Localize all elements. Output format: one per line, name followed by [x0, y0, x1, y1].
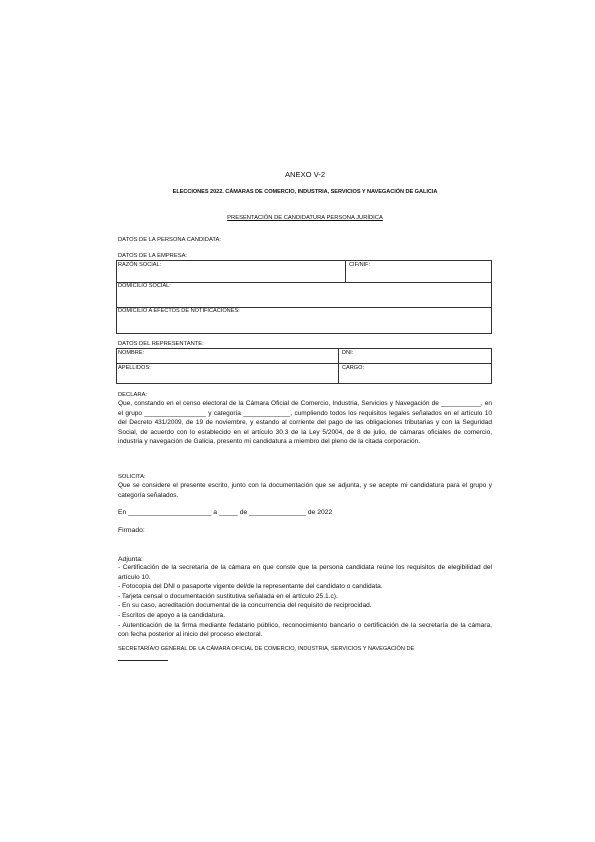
- footer-addressee: SECRETARÍA/O GENERAL DE LA CÁMARA OFICIAL DE COMERCIO, INDUSTRIA, SERVICIOS Y NAVEGACIÓN DE: [118, 646, 415, 652]
- cif-field[interactable]: CIF/NIF:: [349, 262, 371, 268]
- solicita-title: SOLICITA:: [118, 474, 146, 480]
- adjunta-list: [118, 563, 492, 640]
- presentation-heading: [118, 215, 492, 221]
- domicilio-social-field[interactable]: DOMICILIO SOCIAL:: [118, 283, 171, 289]
- declara-text: Que, constando en el censo electoral de la Cámara Oficial de Comercio, Industria, Servicios y Navegación de ___________, en el grupo _________________ y categoría _____________, cumpliendo todos los requisitos legales señalados en el artículo 10 del Decreto 431/2009, de 19 de noviembre, y estando al corriente del pago de las obligaciones tributarias y con la Seguridad Social, de acuerdo con lo establecido en el artículo 30.3 de la Ley 5/2004, de 8 de julio, de cámaras oficiales de comercio, industria y navegación de Galicia, presento mi candidatura a miembro del pleno de la citada corporación.: [118, 400, 492, 446]
- apellidos-field[interactable]: APELLIDOS:: [118, 365, 151, 371]
- list-item: - Escritos de apoyo a la candidatura.: [118, 611, 226, 619]
- list-item: - En su caso, acreditación documental de la concurrencia del requisito de reciprocidad.: [118, 602, 372, 610]
- declara-title: DECLARA:: [118, 392, 147, 398]
- place-date-line[interactable]: En ______________________ a _____ de _______________ de 2022: [118, 509, 333, 516]
- table-divider: [117, 282, 491, 283]
- footer-blank-line: [118, 660, 168, 661]
- list-item: - Autenticación de la firma mediante fedatario público, reconocimiento bancario o certificación de la secretaría de la cámara, con fecha posterior al inicio del proceso electoral.: [118, 621, 492, 639]
- cargo-field[interactable]: CARGO:: [342, 365, 365, 371]
- representative-data-table: [116, 348, 492, 384]
- candidate-section-label: DATOS DE LA PERSONA CANDIDATA:: [118, 237, 221, 243]
- representative-section-label: DATOS DEL REPRESENTANTE:: [118, 341, 204, 347]
- domicilio-notificaciones-field[interactable]: DOMICILIO A EFECTOS DE NOTIFICACIONES:: [118, 308, 240, 314]
- list-item: - Fotocopia del DNI o pasaporte vigente del/de la representante del candidato o candidata.: [118, 583, 383, 591]
- table-divider: [338, 349, 339, 384]
- adjunta-title: Adjunta:: [118, 556, 143, 563]
- razon-social-field[interactable]: RAZÓN SOCIAL:: [118, 262, 162, 268]
- company-section-label: DATOS DE LA EMPRESA:: [118, 253, 188, 259]
- dni-field[interactable]: DNI:: [342, 350, 354, 356]
- solicita-text: Que se considere el presente escrito, junto con la documentación que se adjunta, y se acepte mi candidatura para el grupo y categoría señalados.: [118, 482, 492, 499]
- nombre-field[interactable]: NOMBRE:: [118, 350, 145, 356]
- annex-title: ANEXO V-2: [284, 170, 326, 179]
- table-divider: [117, 363, 491, 364]
- presentation-heading-text: PRESENTACIÓN DE CANDIDATURA PERSONA JURÍDICA: [227, 215, 383, 221]
- signed-label: Firmado:: [118, 527, 145, 534]
- elections-heading: ELECCIONES 2022. CÁMARAS DE COMERCIO, INDUSTRIA, SERVICIOS Y NAVEGACIÓN DE GALICIA: [172, 189, 438, 195]
- company-data-table: [116, 260, 492, 334]
- table-divider: [345, 261, 346, 282]
- list-item: - Certificación de la secretaría de la cámara en que conste que la persona candidata reúne los requisitos de elegibilidad del artículo 10.: [118, 564, 492, 581]
- list-item: - Tarjeta censal o documentación sustitutiva señalada en el artículo 25.1.c).: [118, 592, 338, 600]
